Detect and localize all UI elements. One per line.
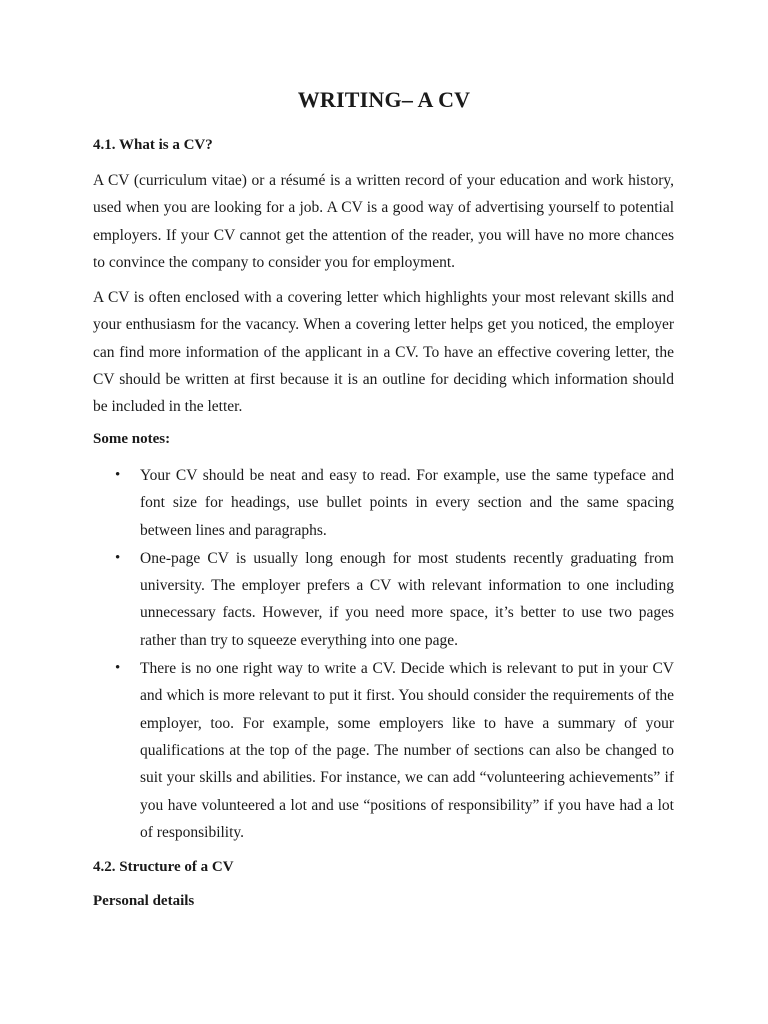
notes-bullet-list (93, 462, 674, 847)
document-title: WRITING– A CV (297, 87, 471, 112)
bullet-text: Your CV should be neat and easy to read. For example, use the same typeface and font size for headings, use bullet points in every section and the same spacing between lines and paragraphs. (140, 467, 674, 539)
paragraph-cv-definition: A CV (curriculum vitae) or a résumé is a written record of your education and work history, used when you are looking for a job. A CV is a good way of advertising yourself to potential employers. If your CV cannot get the attention of the reader, you will have no more chances to convince the company to consider you for employment. (93, 172, 674, 271)
bullet-text: One-page CV is usually long enough for most students recently graduating from university. The employer prefers a CV with relevant information to one including unnecessary facts. However, if you need more space, it’s better to use two pages rather than try to squeeze everything into one page. (140, 549, 674, 649)
bullet-icon: • (115, 549, 121, 566)
subheading-personal-details: Personal details (93, 893, 195, 909)
bullet-icon: • (115, 467, 121, 483)
bullet-icon: • (115, 660, 121, 677)
list-item (93, 655, 674, 846)
section-heading-what-is-cv: 4.1. What is a CV? (93, 137, 213, 153)
bullet-text: There is no one right way to write a CV. Decide which is relevant to put in your CV and which is more relevant to put it first. You should consider the requirements of the employer, too. For example, some employers like to have a summary of your qualifications at the top of the page. The number of sections can also be changed to suit your skills and abilities. For instance, we can add “volunteering achievements” if you have volunteered a lot and use “positions of responsibility” if you have had a lot of responsibility. (140, 660, 674, 841)
notes-heading: Some notes: (93, 431, 171, 447)
list-item (93, 462, 674, 544)
list-item (93, 545, 674, 654)
paragraph-covering-letter: A CV is often enclosed with a covering letter which highlights your most relevant skills and your enthusiasm for the vacancy. When a covering letter helps get you noticed, the employer can find more information of the applicant in a CV. To have an effective covering letter, the CV should be written at first because it is an outline for deciding which information should be included in the letter. (93, 289, 674, 416)
section-heading-structure: 4.2. Structure of a CV (93, 859, 234, 875)
